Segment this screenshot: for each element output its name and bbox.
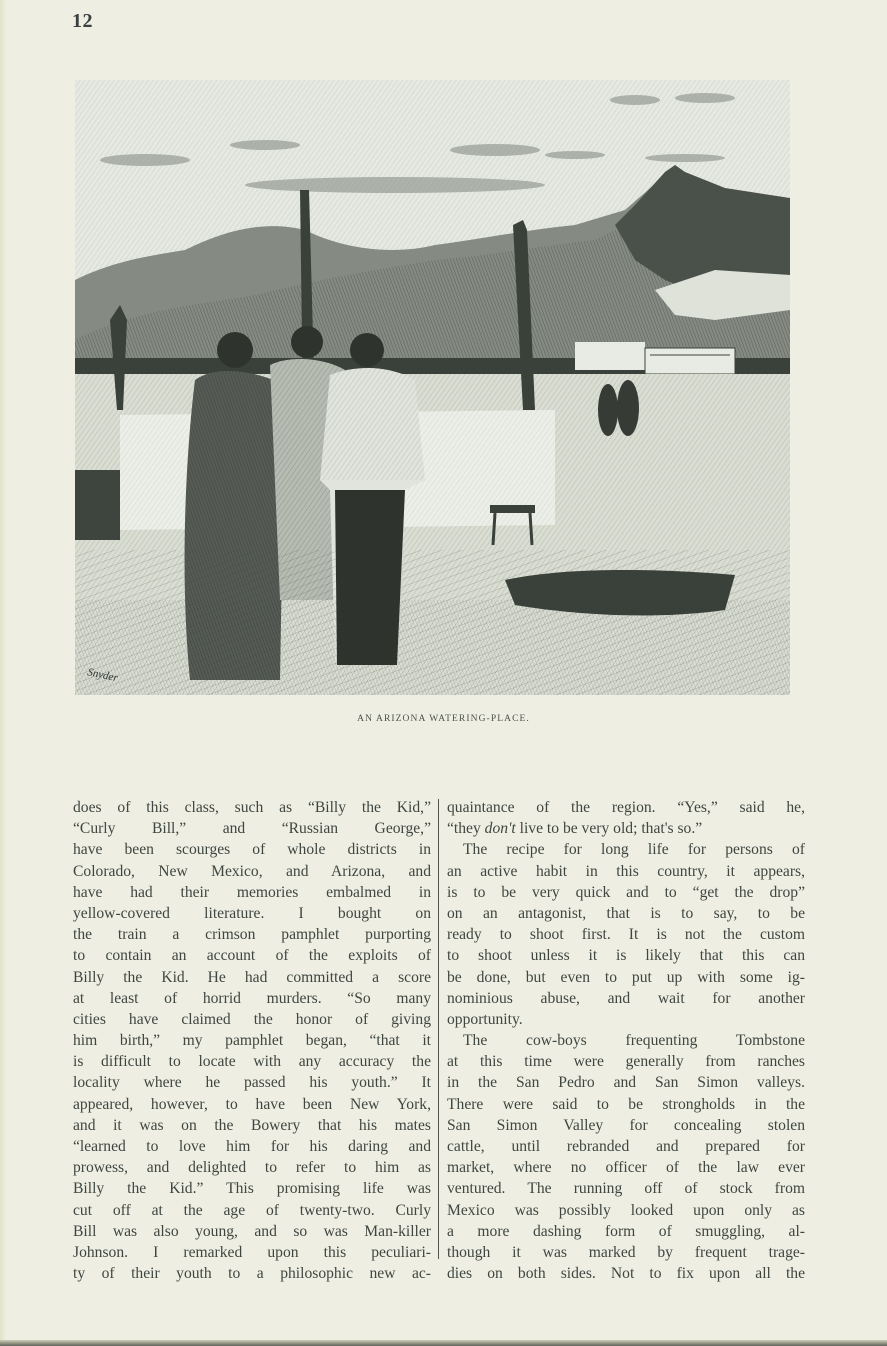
- page-binding-edge: [0, 0, 6, 1346]
- text-line: [447, 818, 805, 839]
- text-line: opportunity.: [447, 1010, 523, 1028]
- text-line: There were said to be strongholds in the: [447, 1095, 805, 1113]
- text-line: cut off at the age of twenty-two. Curly: [73, 1201, 431, 1219]
- text-line: at least of horrid murders. “So many: [73, 989, 431, 1007]
- text-line: nominious abuse, and wait for another: [447, 989, 805, 1007]
- text-line: at this time were generally from ranches: [447, 1053, 805, 1071]
- text-line: in the San Pedro and San Simon valleys.: [447, 1074, 805, 1092]
- engraver-signature: Snyder: [86, 666, 119, 685]
- text-line: cities have claimed the honor of giving: [73, 1010, 431, 1028]
- text-line: Johnson. I remarked upon this peculiari-: [73, 1243, 431, 1261]
- text-line: market, where no officer of the law ever: [447, 1159, 805, 1177]
- text-line: Bill was also young, and so was Man-killer: [73, 1222, 431, 1240]
- text-line: The cow-boys frequenting Tombstone: [463, 1032, 805, 1050]
- left-column: [73, 797, 431, 1284]
- text-line: on an antagonist, that is to say, to be: [447, 904, 805, 922]
- text-line: have been scourges of whole districts in: [73, 841, 431, 859]
- text-line: Billy the Kid. He had committed a score: [73, 968, 431, 986]
- text-line: quaintance of the region. “Yes,” said he,: [447, 799, 805, 816]
- text-line: San Simon Valley for concealing stolen: [447, 1116, 805, 1134]
- text-line: to contain an account of the exploits of: [73, 947, 431, 965]
- text-line: ventured. The running off of stock from: [447, 1180, 805, 1198]
- italic-emphasis: don't: [484, 820, 516, 838]
- text-line: cattle, until rebranded and prepared for: [447, 1138, 805, 1155]
- text-fragment: live to be very old; that's so.”: [515, 820, 703, 838]
- text-line: is difficult to locate with any accuracy the: [73, 1053, 431, 1071]
- text-line: though it was marked by frequent trage-: [447, 1243, 805, 1261]
- text-line: an active habit in this country, it appears,: [447, 862, 805, 880]
- text-line: Colorado, New Mexico, and Arizona, and: [73, 862, 431, 880]
- column-divider: [438, 799, 439, 1259]
- figure-caption: AN ARIZONA WATERING-PLACE.: [357, 714, 530, 724]
- page-bottom-edge: [0, 1340, 887, 1346]
- right-column: [447, 797, 805, 1284]
- text-line: ty of their youth to a philosophic new ac-: [73, 1265, 431, 1283]
- text-line: have had their memories embalmed in: [73, 883, 431, 901]
- text-line: Billy the Kid.” This promising life was: [73, 1180, 431, 1198]
- page-number: 12: [72, 10, 93, 32]
- text-line: The recipe for long life for persons of: [463, 841, 805, 859]
- text-line: the train a crimson pamphlet purporting: [73, 926, 431, 944]
- text-line: ready to shoot first. It is not the custom: [447, 926, 805, 944]
- text-line: locality where he passed his youth.” It: [73, 1074, 431, 1092]
- text-line: is to be very quick and to “get the drop”: [447, 883, 805, 901]
- text-fragment: “they: [447, 820, 485, 838]
- text-line: dies on both sides. Not to fix upon all the: [447, 1265, 805, 1283]
- text-line: him birth,” my pamphlet began, “that it: [73, 1032, 431, 1050]
- text-line: yellow-covered literature. I bought on: [73, 904, 431, 922]
- text-line: be done, but even to put up with some ig-: [447, 968, 805, 986]
- article-body: [73, 797, 809, 1283]
- text-line: and it was on the Bowery that his mates: [73, 1116, 431, 1134]
- text-line: does of this class, such as “Billy the Kid,”: [73, 799, 431, 816]
- text-line: a more dashing form of smuggling, al-: [447, 1222, 805, 1240]
- illustration-engraving: [75, 80, 790, 695]
- text-line: prowess, and delighted to refer to him as: [73, 1159, 431, 1177]
- engraving-artwork: [75, 80, 790, 695]
- text-line: Mexico was possibly looked upon only as: [447, 1201, 805, 1219]
- text-line: “Curly Bill,” and “Russian George,”: [73, 820, 431, 838]
- text-line: “learned to love him for his daring and: [73, 1138, 431, 1155]
- text-line: to shoot unless it is likely that this can: [447, 947, 805, 965]
- text-line: appeared, however, to have been New York,: [73, 1095, 431, 1113]
